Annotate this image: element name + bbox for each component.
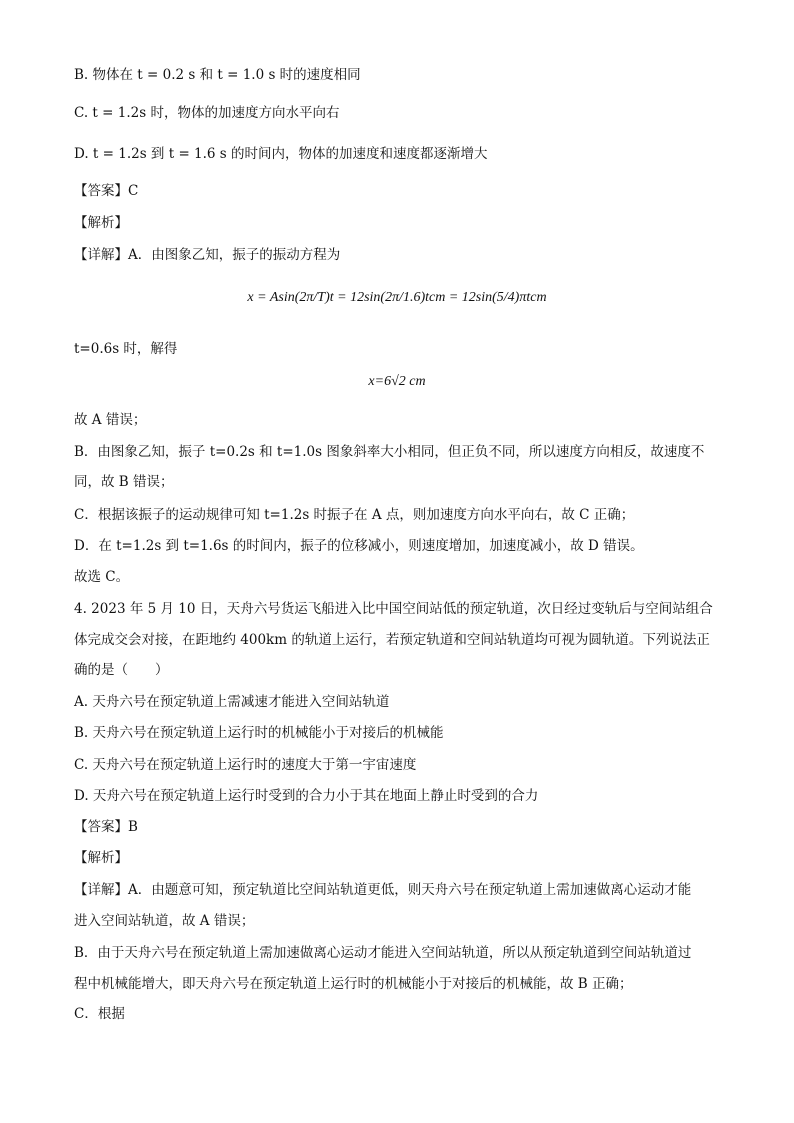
- q4-answer: 【答案】B: [74, 819, 138, 835]
- q3-choose: 故选 C。: [74, 569, 130, 585]
- q4-detail-3: B．由于天舟六号在预定轨道上需加速做离心运动才能进入空间站轨道，所以从预定轨道到空间站轨道过: [74, 945, 692, 961]
- q4-detail-1: 【详解】A．由题意可知，预定轨道比空间站轨道更低，则天舟六号在预定轨道上需加速做离心运动才能: [74, 882, 692, 898]
- q3-time-line: t=0.6s 时，解得: [74, 341, 178, 357]
- q3-option-d: D. t = 1.2s 到 t = 1.6 s 的时间内，物体的加速度和速度都逐渐增大: [74, 146, 488, 162]
- q3-option-b: B. 物体在 t = 0.2 s 和 t = 1.0 s 时的速度相同: [74, 67, 361, 83]
- q4-analysis-heading: 【解析】: [74, 850, 128, 866]
- q4-option-d: D. 天舟六号在预定轨道上运行时受到的合力小于其在地面上静止时受到的合力: [74, 788, 539, 804]
- q3-detail-intro: 【详解】A．由图象乙知，振子的振动方程为: [74, 247, 341, 263]
- q4-stem-3: 确的是（ ）: [74, 662, 169, 678]
- q3-option-c: C. t = 1.2s 时，物体的加速度方向水平向右: [74, 105, 340, 121]
- q4-detail-2: 进入空间站轨道，故 A 错误；: [74, 913, 255, 929]
- q3-a-wrong: 故 A 错误；: [74, 412, 147, 428]
- q4-detail-4: 程中机械能增大，即天舟六号在预定轨道上运行时的机械能小于对接后的机械能，故 B 正确；: [74, 976, 633, 992]
- vibration-equation: x = Asin(2π/T)t = 12sin(2π/1.6)tcm = 12sin(5/4)πtcm: [247, 290, 547, 305]
- q4-option-c: C. 天舟六号在预定轨道上运行时的速度大于第一宇宙速度: [74, 757, 417, 773]
- q4-option-a: A. 天舟六号在预定轨道上需减速才能进入空间站轨道: [74, 694, 390, 710]
- q3-b-line-2: 同，故 B 错误；: [74, 474, 174, 490]
- q3-analysis-heading: 【解析】: [74, 215, 128, 231]
- q3-c-line: C．根据该振子的运动规律可知 t=1.2s 时振子在 A 点，则加速度方向水平向右，故 C 正确；: [74, 507, 635, 523]
- q3-answer: 【答案】C: [74, 183, 139, 199]
- q4-stem-1: 4. 2023 年 5 月 10 日，天舟六号货运飞船进入比中国空间站低的预定轨道，次日经过变轨后与空间站组合: [74, 601, 713, 617]
- q4-option-b: B. 天舟六号在预定轨道上运行时的机械能小于对接后的机械能: [74, 725, 444, 741]
- displacement-result: x=6√2 cm: [368, 374, 426, 389]
- q3-b-line-1: B．由图象乙知，振子 t=0.2s 和 t=1.0s 图象斜率大小相同，但正负不同，所以速度方向相反，故速度不: [74, 444, 705, 460]
- q3-d-line: D．在 t=1.2s 到 t=1.6s 的时间内，振子的位移减小，则速度增加，加速度减小，故 D 错误。: [74, 538, 644, 554]
- q4-detail-5: C．根据: [74, 1006, 125, 1022]
- q4-stem-2: 体完成交会对接，在距地约 400km 的轨道上运行，若预定轨道和空间站轨道均可视为圆轨道。下列说法正: [74, 632, 710, 648]
